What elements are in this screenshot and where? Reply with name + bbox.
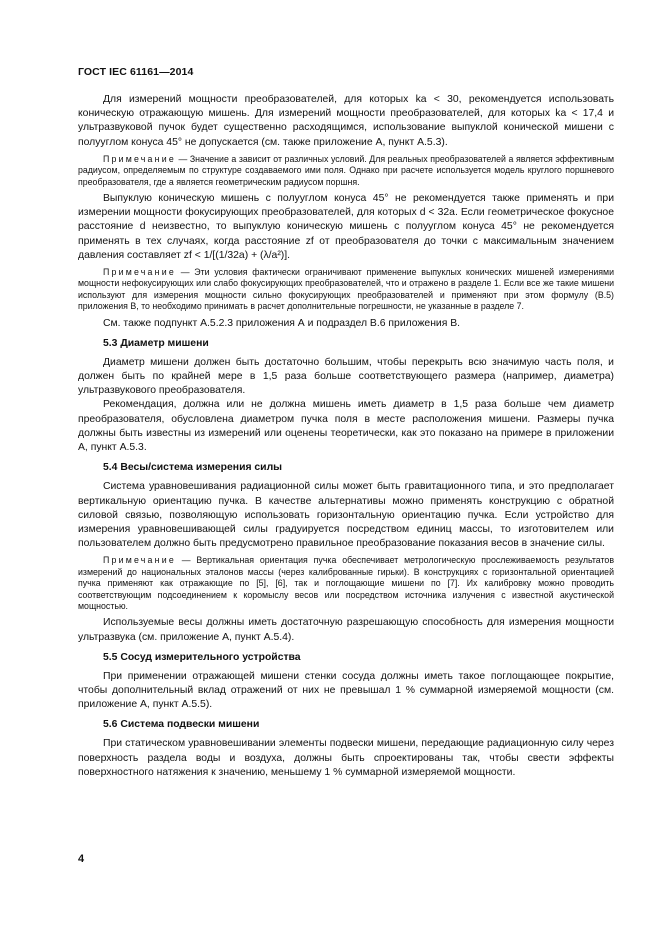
- section-heading: 5.3 Диаметр мишени: [103, 337, 209, 349]
- page-number: 4: [78, 853, 85, 865]
- document-header: ГОСТ IEC 61161—2014: [78, 66, 194, 78]
- note-label: Примечание: [103, 267, 176, 278]
- note: [78, 555, 614, 612]
- note: [78, 267, 614, 313]
- note-text: — Эти условия фактически ограничивают применение выпуклых конических мишеней измерениями мощности нефокусирующих или слабо фокусирующих преобразователей, что и отражено в разделе 1. Если все же такие мишени используют для измерения мощности сильно фокусирующих преобразователей и применяют при этом формулу (В.5) приложения В, то необходимо принимать в расчет дополнительные погрешности, не указанные в разделе 7.: [78, 267, 614, 312]
- section-heading: 5.4 Весы/система измерения силы: [103, 462, 283, 474]
- paragraph: См. также подпункт А.5.2.3 приложения А и подраздел В.6 приложения В.: [103, 317, 461, 329]
- paragraph: При применении отражающей мишени стенки сосуда должны иметь такое поглощающее покрытие, чтобы дополнительный вклад отражений от них не превышал 1 % суммарной измеряемой мощности (см. приложение А, пункт А.5.5).: [78, 670, 614, 711]
- note-label: Примечание: [103, 153, 176, 164]
- note: [78, 154, 614, 188]
- note-text: — Значение a зависит от различных условий. Для реальных преобразователей a является эффективным радиусом, определяемым по структуре создаваемого ими поля. Однако при расчете используется модель круглого поршневого преобразователя, где a является геометрическим радиусом поршня.: [78, 153, 614, 187]
- paragraph: Рекомендация, должна или не должна мишень иметь диаметр в 1,5 раза больше чем диаметр преобразователя, обусловлена диаметром пучка поля в месте расположения мишени. Размеры пучка должны быть известны из измерений или оценены теоретически, как это показано на примере в приложении А, пункт А.5.3.: [78, 399, 614, 454]
- paragraph: Выпуклую коническую мишень с полууглом конуса 45° не рекомендуется также применять и при измерении мощности фокусирующих преобразователей, для которых d < 32a. Если геометрическое фокусное расстояние d неизвестно, то выпуклую коническую мишень с полууглом конуса 45° не рекомендуется применять в тех случаях, когда расстояние zf от преобразователя до точки с максимальным значением давления составляет zf < 1/[(1/32a) + (λ/a²)].: [78, 193, 614, 261]
- paragraph: Для измерений мощности преобразователей, для которых ka < 30, рекомендуется использовать коническую отражающую мишень. Для измерений мощности преобразователей, для которых ka < 17,4 и ультразвуковой пучок будет существенно расходящимся, использование выпуклой конической мишени с полууглом конуса 45° не допускается (см. также приложение А, пункт А.5.3).: [78, 94, 614, 148]
- section-heading: 5.5 Сосуд измерительного устройства: [103, 651, 301, 663]
- paragraph: Используемые весы должны иметь достаточную разрешающую способность для измерения мощности ультразвука (см. приложение А, пункт А.5.4).: [78, 617, 614, 643]
- paragraph: Система уравновешивания радиационной силы может быть гравитационного типа, и это предполагает вертикальную ориентацию пучка. В качестве альтернативы можно применять конструкцию с обратной силовой связью, позволяющую использовать горизонтальную ориентацию пучка. Если устройство для измерения уравновешивающей силы градуируется посредством единиц массы, то изготовителем или пользователем должно быть предусмотрено правильное преобразование показания весов в значение силы.: [78, 481, 614, 550]
- paragraph: Диаметр мишени должен быть достаточно большим, чтобы перекрыть всю значимую часть поля, и должен быть по крайней мере в 1,5 раза больше соответствующего размера (например, диаметра) ультразвукового преобразователя.: [78, 356, 614, 397]
- paragraph: При статическом уравновешивании элементы подвески мишени, передающие радиационную силу через поверхность раздела воды и воздуха, должны быть спроектированы так, чтобы свести эффекты поверхностного натяжения к значению, меньшему 1 % суммарной измеряемой мощности.: [78, 738, 614, 778]
- section-heading: 5.6 Система подвески мишени: [103, 719, 260, 731]
- page-body: [78, 93, 614, 780]
- note-label: Примечание: [103, 555, 176, 566]
- note-text: — Вертикальная ориентация пучка обеспечивает метрологическую прослеживаемость результатов измерений до национальных эталонов массы (через калиброванные гирьки). В конструкциях с горизонтальной ориентацией пучка применяют как отражающие по [5], [6], так и поглощающие мишени по [7]. Их калибровку можно проводить соответствующим подсоединением к коромыслу весов или посредством источника излучения с известной акустической мощностью.: [78, 555, 615, 611]
